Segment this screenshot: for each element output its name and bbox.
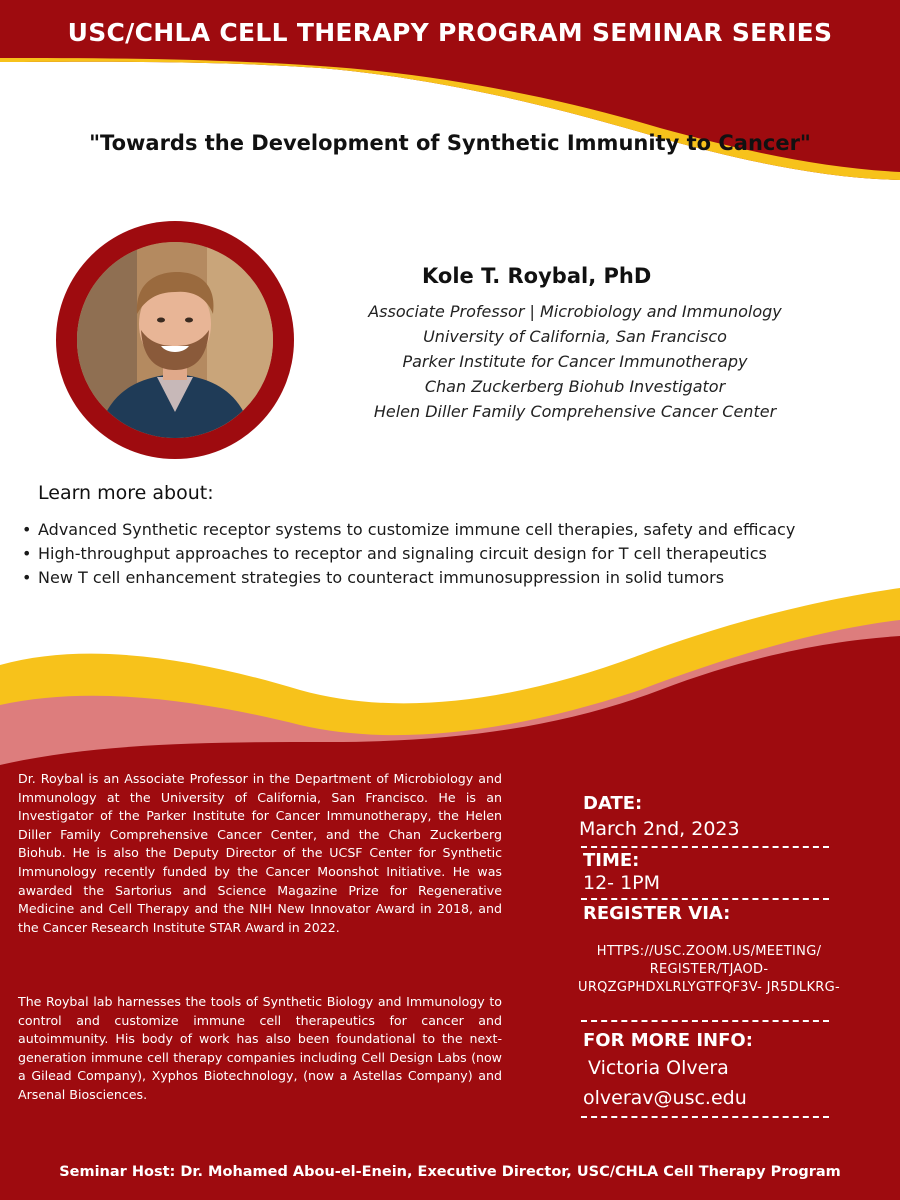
divider	[581, 846, 829, 848]
list-item: • High-throughput approaches to receptor and signaling circuit design for T cell therapeutics	[20, 542, 795, 566]
more-info-label: FOR MORE INFO:	[583, 1030, 753, 1051]
register-label: REGISTER VIA:	[583, 903, 731, 924]
date-value: March 2nd, 2023	[579, 818, 740, 840]
speaker-name: Kole T. Roybal, PhD	[422, 264, 652, 288]
time-value: 12- 1PM	[583, 872, 661, 894]
speaker-photo	[77, 242, 273, 438]
divider	[581, 1020, 829, 1022]
list-item: • Advanced Synthetic receptor systems to customize immune cell therapies, safety and efficacy	[20, 518, 795, 542]
series-title: USC/CHLA CELL THERAPY PROGRAM SEMINAR SERIES	[67, 18, 833, 47]
divider	[581, 1116, 829, 1118]
talk-title: "Towards the Development of Synthetic Immunity to Cancer"	[89, 131, 811, 155]
speaker-affiliation: Associate Professor | Microbiology and Immunology	[368, 302, 782, 321]
divider	[581, 898, 829, 900]
speaker-affiliation: University of California, San Francisco	[423, 327, 727, 346]
bio-paragraph-1: Dr. Roybal is an Associate Professor in the Department of Microbiology and Immunology at the University of California, San Francisco. He is an Investigator of the Parker Institute for Cancer Immunotherapy, the Helen Diller Family Comprehensive Cancer Center, and the Chan Zuckerberg Biohub. He is also the Deputy Director of the UCSF Center for Synthetic Immunology recently funded by the Cancer Moonshot Initiative. He was awarded the Sartorius and Science Magazine Prize for Regenerative Medicine and Cell Therapy and the NIH New Innovator Award in 2018, and the Cancer Research Institute STAR Award in 2022.	[18, 771, 502, 935]
speaker-affiliation: Parker Institute for Cancer Immunotherapy	[402, 352, 748, 371]
list-item: • New T cell enhancement strategies to counteract immunosuppression in solid tumors	[20, 566, 795, 590]
seminar-host: Seminar Host: Dr. Mohamed Abou-el-Enein, Executive Director, USC/CHLA Cell Therapy Program	[59, 1164, 841, 1180]
speaker-affiliation: Chan Zuckerberg Biohub Investigator	[424, 377, 726, 396]
speaker-affiliation: Helen Diller Family Comprehensive Cancer Center	[373, 402, 777, 421]
date-label: DATE:	[583, 793, 643, 814]
register-link[interactable]: HTTPS://USC.ZOOM.US/MEETING/ REGISTER/TJAOD- URQZGPHDXLRLYGTFQF3V- JR5DLKRG-	[578, 944, 840, 995]
time-label: TIME:	[583, 850, 640, 871]
contact-name: Victoria Olvera	[588, 1057, 729, 1079]
learn-more-list	[20, 518, 795, 590]
learn-more-heading: Learn more about:	[38, 482, 214, 504]
bio-paragraph-2: The Roybal lab harnesses the tools of Synthetic Biology and Immunology to control and customize immune cell therapeutics for cancer and autoimmunity. His body of work has also been foundational to the next-generation immune cell therapy companies including Cell Design Labs (now a Gilead Company), Xyphos Biotechnology, (now a Astellas Company) and Arsenal Biosciences.	[18, 994, 502, 1102]
contact-email[interactable]: olverav@usc.edu	[583, 1087, 747, 1109]
